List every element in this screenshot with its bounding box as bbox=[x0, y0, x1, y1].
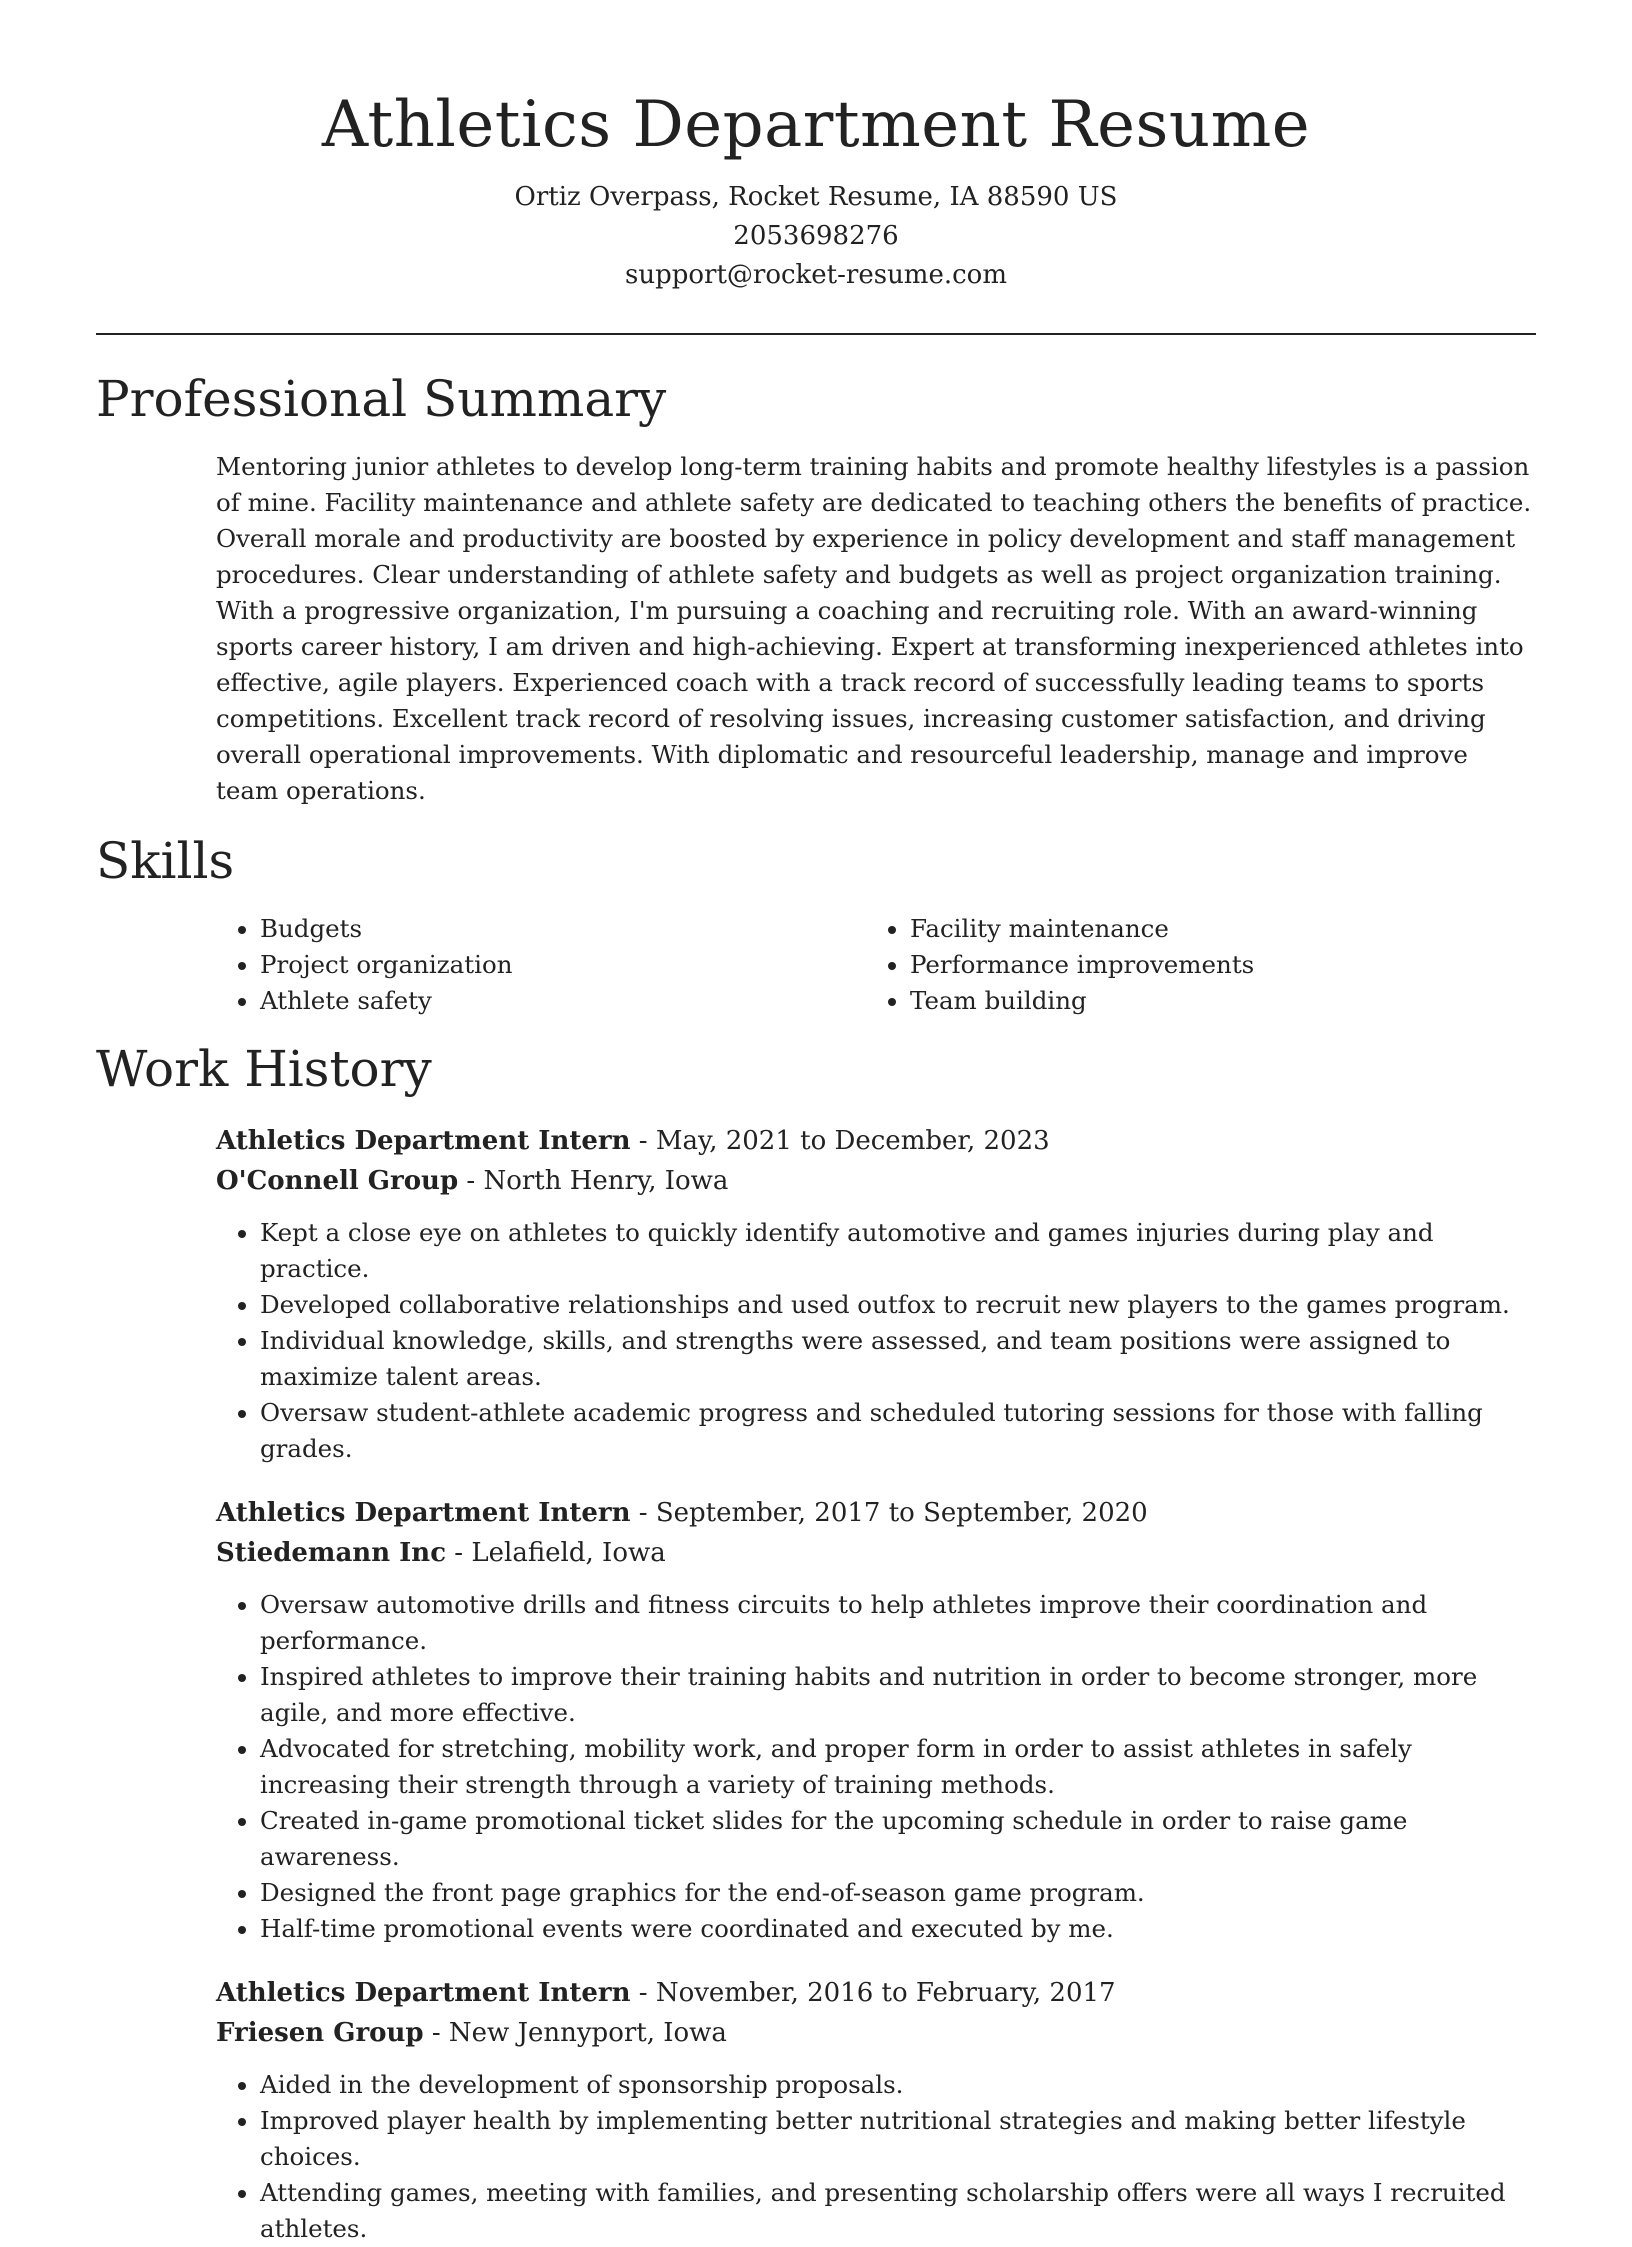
job-company: Friesen Group bbox=[216, 2018, 424, 2048]
email: support@rocket-resume.com bbox=[624, 260, 1007, 290]
skills-heading: Skills bbox=[96, 832, 235, 890]
job-bullet: • Inspired athletes to improve their training habits and nutrition in order to become stronger, more agile, and more effective. bbox=[260, 1659, 1536, 1731]
job-bullet: • Individual knowledge, skills, and strengths were assessed, and team positions were assigned to maximize talent areas. bbox=[260, 1323, 1536, 1395]
address: Ortiz Overpass, Rocket Resume, IA 88590 US bbox=[514, 182, 1118, 212]
job-location: - North Henry, Iowa bbox=[458, 1166, 729, 1196]
job-bullet: • Attending games, meeting with families, and presenting scholarship offers were all ways I recruited athletes. bbox=[260, 2175, 1536, 2247]
summary-text: Mentoring junior athletes to develop long-term training habits and promote healthy lifestyles is a passion of mine. Facility maintenance and athlete safety are dedicated to teaching others the benefits of practice. Overall morale and productivity are boosted by experience in policy development and staff management procedures. Clear understanding of athlete safety and budgets as well as project organization training. With a progressive organization, I'm pursuing a coaching and recruiting role. With an award-winning sports career history, I am driven and high-achieving. Expert at transforming inexperienced athletes into effective, agile players. Experienced coach with a track record of successfully leading teams to sports competitions. Excellent track record of resolving issues, increasing customer satisfaction, and driving overall operational improvements. With diplomatic and resourceful leadership, manage and improve team operations. bbox=[216, 452, 1532, 805]
skill-item: • Facility maintenance bbox=[910, 911, 1516, 947]
job-bullets bbox=[216, 1215, 1536, 1467]
job-bullet: • Oversaw student-athlete academic progress and scheduled tutoring sessions for those with falling grades. bbox=[260, 1395, 1536, 1467]
job-bullet: • Developed collaborative relationships and used outfox to recruit new players to the games program. bbox=[260, 1287, 1536, 1323]
phone: 2053698276 bbox=[733, 221, 899, 251]
skill-item: • Team building bbox=[910, 983, 1516, 1019]
job-company-line bbox=[216, 1533, 1536, 1573]
job-title-line bbox=[216, 1121, 1536, 1161]
job-title-line bbox=[216, 1973, 1536, 2013]
job-title: Athletics Department Intern bbox=[216, 1978, 631, 2008]
job-bullets bbox=[216, 1587, 1536, 1947]
summary-heading: Professional Summary bbox=[96, 370, 667, 428]
job-company-line bbox=[216, 1161, 1536, 1201]
job-bullets bbox=[216, 2067, 1536, 2247]
work-history-heading: Work History bbox=[96, 1040, 432, 1098]
job-title-line bbox=[216, 1493, 1536, 1533]
job-title: Athletics Department Intern bbox=[216, 1126, 631, 1156]
contact-block bbox=[96, 178, 1536, 295]
job-bullet: • Designed the front page graphics for the end-of-season game program. bbox=[260, 1875, 1536, 1911]
skill-item: • Performance improvements bbox=[910, 947, 1516, 983]
job-bullet: • Oversaw automotive drills and fitness circuits to help athletes improve their coordination and performance. bbox=[260, 1587, 1536, 1659]
job-bullet: • Advocated for stretching, mobility work, and proper form in order to assist athletes in safely increasing their strength through a variety of training methods. bbox=[260, 1731, 1536, 1803]
job-location: - Lelafield, Iowa bbox=[446, 1538, 666, 1568]
job-bullet: • Half-time promotional events were coordinated and executed by me. bbox=[260, 1911, 1536, 1947]
job-dates: - May, 2021 to December, 2023 bbox=[630, 1126, 1050, 1156]
job-entry bbox=[216, 1121, 1536, 1467]
job-title: Athletics Department Intern bbox=[216, 1498, 631, 1528]
job-bullet: • Aided in the development of sponsorship proposals. bbox=[260, 2067, 1536, 2103]
job-bullet: • Created in-game promotional ticket slides for the upcoming schedule in order to raise game awareness. bbox=[260, 1803, 1536, 1875]
job-entry bbox=[216, 1493, 1536, 1947]
skill-item: • Project organization bbox=[260, 947, 866, 983]
skill-item: • Budgets bbox=[260, 911, 866, 947]
resume-page bbox=[96, 80, 1536, 2247]
job-company: Stiedemann Inc bbox=[216, 1538, 447, 1568]
header-divider bbox=[96, 333, 1536, 335]
job-dates: - September, 2017 to September, 2020 bbox=[630, 1498, 1148, 1528]
job-bullet: • Improved player health by implementing better nutritional strategies and making better lifestyle choices. bbox=[260, 2103, 1536, 2175]
job-bullet: • Kept a close eye on athletes to quickly identify automotive and games injuries during play and practice. bbox=[260, 1215, 1536, 1287]
skills-column-left bbox=[216, 911, 866, 1019]
job-company-line bbox=[216, 2013, 1536, 2053]
job-company: O'Connell Group bbox=[216, 1166, 459, 1196]
job-location: - New Jennyport, Iowa bbox=[423, 2018, 727, 2048]
job-dates: - November, 2016 to February, 2017 bbox=[630, 1978, 1116, 2008]
skills-column-right bbox=[866, 911, 1516, 1019]
skill-item: • Athlete safety bbox=[260, 983, 866, 1019]
resume-title: Athletics Department Resume bbox=[321, 88, 1311, 162]
job-entry bbox=[216, 1973, 1536, 2247]
skills-list bbox=[216, 911, 1536, 1019]
